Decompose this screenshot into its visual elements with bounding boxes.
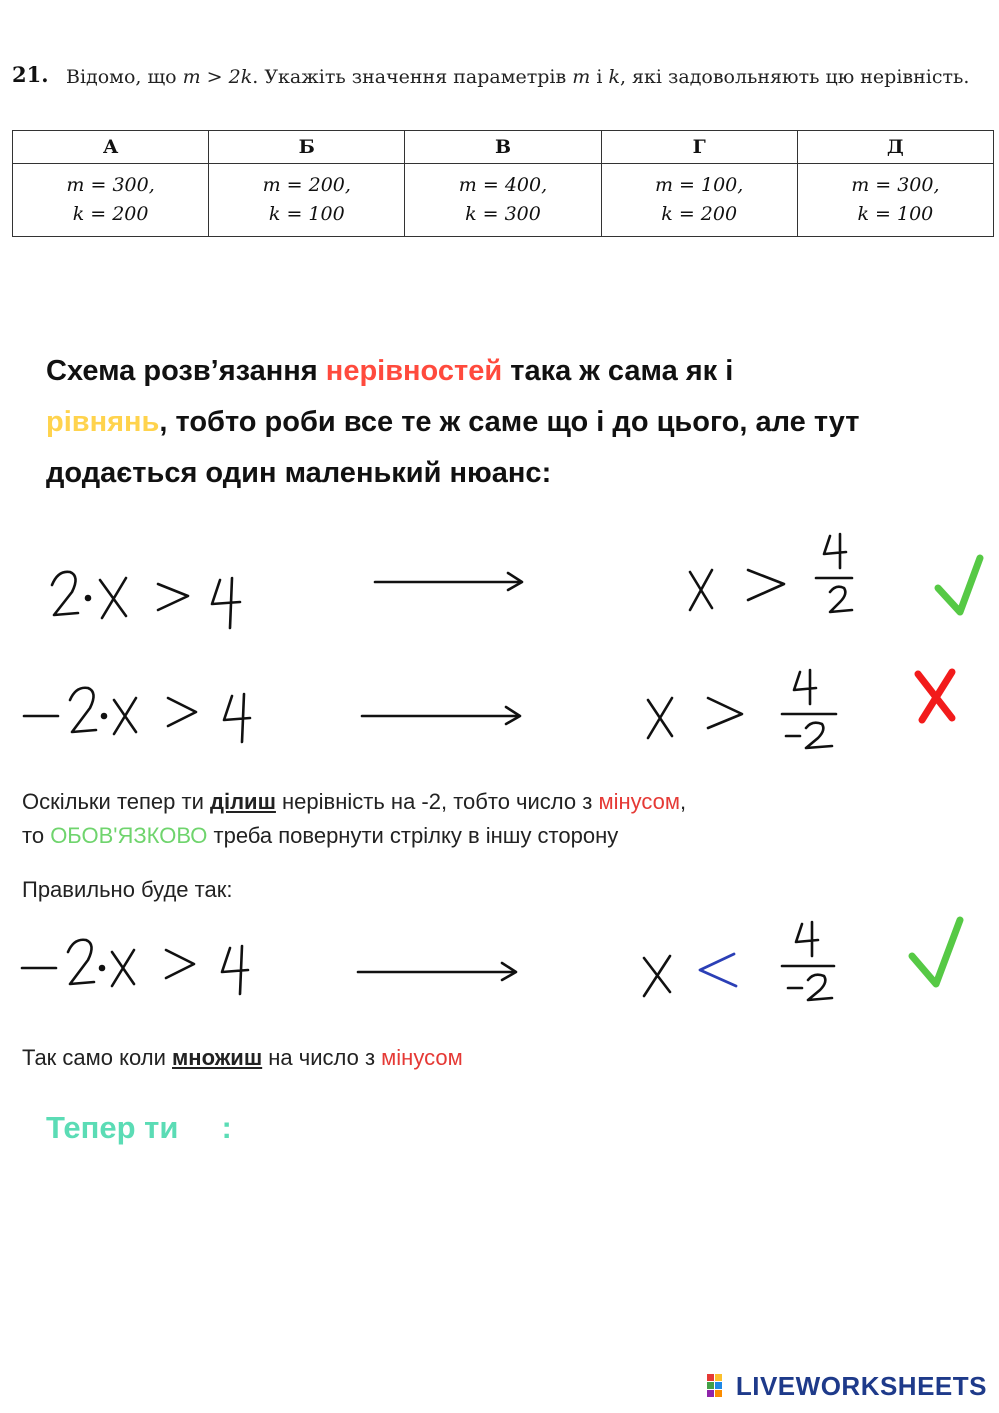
check-mark-icon xyxy=(912,920,960,984)
option-header: Б xyxy=(209,131,405,164)
problem-text-after: . Укажіть значення параметрів xyxy=(252,66,567,88)
explanation-part2: така ж сама як і xyxy=(502,355,734,387)
option-cell xyxy=(405,164,601,237)
note-p1: Оскільки тепер ти xyxy=(22,789,210,814)
handwritten-row-2 xyxy=(0,660,999,770)
option-cell xyxy=(209,164,405,237)
problem-condition: m > 2k xyxy=(182,66,253,88)
multiply-start: Так само коли xyxy=(22,1045,172,1070)
problem-and: і xyxy=(596,66,603,88)
note-p2-end: треба повернути стрілку в іншу сторону xyxy=(207,823,619,848)
problem-number: 21. xyxy=(12,62,49,87)
problem-var-m: m xyxy=(572,66,591,88)
note-p1-end: , xyxy=(679,789,687,814)
problem-var-k: k xyxy=(608,66,620,88)
options-values-row xyxy=(13,164,994,237)
option-k: k = 100 xyxy=(268,203,345,225)
option-k: k = 200 xyxy=(72,203,149,225)
option-k: k = 200 xyxy=(661,203,738,225)
note-red-minus: мінусом xyxy=(598,789,680,814)
option-m: m = 200, xyxy=(262,174,351,196)
divide-note xyxy=(22,785,972,853)
note-green-must: ОБОВ'ЯЗКОВО xyxy=(50,823,208,848)
handwritten-row-3 xyxy=(0,910,999,1020)
note-p2-start: то xyxy=(22,823,51,848)
option-k: k = 300 xyxy=(465,203,541,225)
option-header: А xyxy=(13,131,209,164)
option-header: Д xyxy=(797,131,993,164)
multiply-bold: множиш xyxy=(172,1045,263,1070)
footer-brand: LIVEWORKSHEETS xyxy=(735,1370,987,1401)
problem-statement xyxy=(66,63,996,91)
multiply-note xyxy=(22,1041,463,1075)
option-m: m = 100, xyxy=(654,174,744,196)
option-header: Г xyxy=(601,131,797,164)
explanation-part1: Схема розв’язання xyxy=(46,355,326,387)
options-table xyxy=(12,130,994,237)
explanation-part3: , тобто роби все те ж саме що і до цього, але тут додається один маленький нюанс: xyxy=(46,406,860,489)
problem-text-end: , які задовольняють цю нерівність. xyxy=(619,66,970,88)
liveworksheets-logo-icon xyxy=(706,1373,732,1399)
option-m: m = 300, xyxy=(66,174,155,196)
multiply-red: мінусом xyxy=(381,1045,463,1070)
options-header-row xyxy=(13,131,994,164)
handwritten-row-1 xyxy=(0,520,999,630)
cross-mark-icon xyxy=(918,672,952,720)
check-mark-icon xyxy=(938,558,980,612)
liveworksheets-logo xyxy=(706,1371,987,1401)
note-p1-mid: нерівність на -2, тобто число з xyxy=(275,789,599,814)
explanation-highlight-yellow: рівнянь xyxy=(46,406,160,438)
correct-label: Правильно буде так: xyxy=(22,877,233,902)
now-you-heading: Тепер ти : xyxy=(46,1110,232,1145)
option-cell xyxy=(797,164,993,237)
explanation-text xyxy=(46,346,946,499)
option-m: m = 300, xyxy=(851,174,940,196)
option-cell xyxy=(13,164,209,237)
option-k: k = 100 xyxy=(857,203,934,225)
multiply-mid: на число з xyxy=(262,1045,382,1070)
note-bold-divide: ділиш xyxy=(210,789,276,814)
problem-text-before: Відомо, що xyxy=(66,66,177,88)
blue-less-than-sign xyxy=(700,954,736,986)
option-cell xyxy=(601,164,797,237)
explanation-highlight-red: нерівностей xyxy=(325,355,503,387)
option-m: m = 400, xyxy=(458,174,548,196)
option-header: В xyxy=(405,131,601,164)
